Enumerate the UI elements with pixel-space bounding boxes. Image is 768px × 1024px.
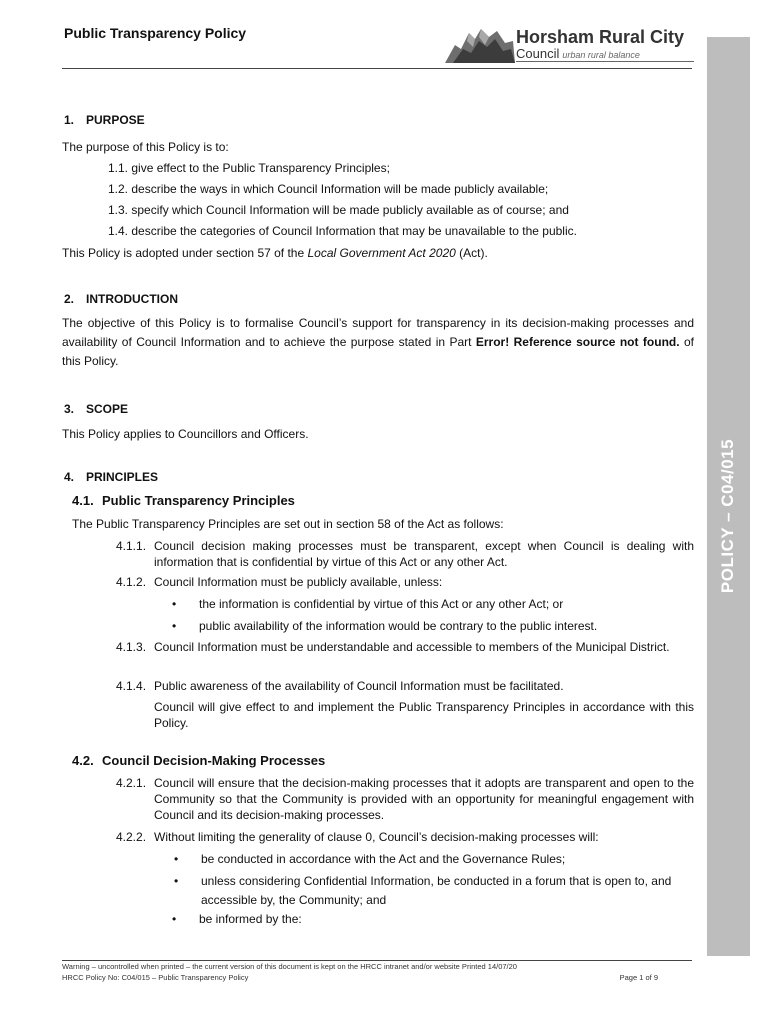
purpose-item <box>108 161 390 175</box>
section-number: 1. <box>64 113 75 127</box>
item-number: 4.2.2. <box>116 830 147 844</box>
subsection-heading-transparency <box>72 493 295 508</box>
section-title: PURPOSE <box>86 113 145 127</box>
footer-warning: Warning – uncontrolled when printed – the current version of this document is kept on the HRCC intranet and/or website Printed 14/07/20 <box>62 962 517 971</box>
bullet-dot: • <box>174 852 179 866</box>
principles-intro: The Public Transparency Principles are set out in section 58 of the Act as follows: <box>72 517 504 531</box>
item-text: describe the ways in which Council Information will be made publicly available; <box>131 182 549 196</box>
item-number: 1.4. <box>108 224 129 238</box>
section-title: SCOPE <box>86 402 129 416</box>
subsection-title: Public Transparency Principles <box>102 493 295 508</box>
subsection-title: Council Decision-Making Processes <box>102 753 326 768</box>
subsection-number: 4.1. <box>72 493 94 508</box>
adopted-text-end: (Act). <box>455 246 488 260</box>
bullet-dot: • <box>174 874 179 888</box>
item-number: 4.2.1. <box>116 776 147 790</box>
bullet-text: the information is confidential by virtue of this Act or any other Act; or <box>199 597 564 611</box>
purpose-item <box>108 182 548 196</box>
bullet-text: unless considering Confidential Information, be conducted in a forum that is open to, and accessible by, the Community; and <box>201 874 672 907</box>
bullet-dot: • <box>172 597 177 611</box>
bullet-item <box>172 618 719 634</box>
item-text: Council will ensure that the decision-making processes that it adopts are transparent and open to the Community so that the Community is provided with an opportunity for meaningful engagement with Council and its decision-making processes. <box>154 776 694 822</box>
section-title: INTRODUCTION <box>86 292 178 306</box>
purpose-item <box>108 203 569 217</box>
mountain-logo-icon <box>445 27 515 65</box>
footer-policy-number: HRCC Policy No: C04/015 – Public Transparency Policy <box>62 973 249 982</box>
purpose-item <box>108 224 577 238</box>
principle-item <box>116 538 694 570</box>
decision-item <box>116 775 694 823</box>
purpose-intro: The purpose of this Policy is to: <box>62 140 229 154</box>
header-divider <box>62 68 692 69</box>
section-number: 3. <box>64 402 75 416</box>
act-name: Local Government Act 2020 <box>307 246 456 260</box>
policy-side-bar <box>707 37 750 956</box>
reference-error: Error! Reference source not found. <box>475 335 680 349</box>
logo-council-line <box>516 46 640 61</box>
footer-divider <box>62 960 692 961</box>
item-text: specify which Council Information will be made publicly available as of course; and <box>131 203 569 217</box>
bullet-dot: • <box>172 912 177 926</box>
scope-text: This Policy applies to Councillors and Officers. <box>62 427 309 441</box>
section-heading-scope <box>64 402 128 416</box>
section-number: 4. <box>64 470 75 484</box>
policy-number-label: POLICY – C04/015 <box>718 438 737 594</box>
item-text: Council Information must be publicly available, unless: <box>154 575 443 589</box>
item-number: 1.1. <box>108 161 129 175</box>
logo-council-word: Council <box>516 46 560 61</box>
section-title: PRINCIPLES <box>86 470 159 484</box>
bullet-text: be conducted in accordance with the Act and the Governance Rules; <box>201 852 566 866</box>
item-number: 1.2. <box>108 182 129 196</box>
bullet-text: public availability of the information would be contrary to the public interest. <box>199 619 598 633</box>
item-text: describe the categories of Council Information that may be unavailable to the public. <box>131 224 577 238</box>
item-text: Public awareness of the availability of Council Information must be facilitated. <box>154 679 564 693</box>
section-heading-introduction <box>64 292 178 306</box>
item-text: give effect to the Public Transparency Principles; <box>131 161 390 175</box>
item-text: Council Information must be understandable and accessible to members of the Municipal District. <box>154 640 670 654</box>
logo-wordmark: Horsham Rural City <box>516 27 685 47</box>
introduction-text <box>62 314 694 371</box>
logo-rule <box>516 61 694 62</box>
decision-item <box>116 829 694 845</box>
item-number: 1.3. <box>108 203 129 217</box>
footer-page-number: Page 1 of 9 <box>619 973 658 982</box>
principle-item <box>116 639 694 655</box>
bullet-item <box>174 872 696 910</box>
section-heading-purpose <box>64 113 145 127</box>
principle-item <box>116 574 694 590</box>
item-number: 4.1.2. <box>116 575 147 589</box>
subsection-heading-decision-making <box>72 753 325 768</box>
principle-item <box>116 678 694 694</box>
bullet-item <box>172 596 719 612</box>
item-number: 4.1.1. <box>116 539 147 553</box>
bullet-dot: • <box>172 619 177 633</box>
bullet-item <box>172 911 719 927</box>
intro-text: The objective of this Policy is to formalise Council’s support for transparency in its decision-making processes and availability of Council Information and to achieve the purpose stated in Part <box>62 316 694 349</box>
section-heading-principles <box>64 470 158 484</box>
closing-text: Council will give effect to and implement the Public Transparency Principles in accordance with this Policy. <box>154 700 694 730</box>
section-number: 2. <box>64 292 75 306</box>
item-number: 4.1.3. <box>116 640 147 654</box>
item-text: Council decision making processes must be transparent, except when Council is dealing with information that is confidential by virtue of this Act or any other Act. <box>154 539 694 569</box>
item-number: 4.1.4. <box>116 679 147 693</box>
logo-tagline: urban rural balance <box>562 50 640 60</box>
intro-text-end: of this Policy. <box>62 335 695 368</box>
bullet-text: be informed by the: <box>199 912 302 926</box>
item-text: Without limiting the generality of clause 0, Council’s decision-making processes will: <box>154 830 599 844</box>
principles-closing <box>116 699 694 731</box>
purpose-adopted <box>62 246 488 260</box>
bullet-item <box>174 851 721 867</box>
council-logo <box>445 27 695 67</box>
document-title: Public Transparency Policy <box>64 25 247 41</box>
subsection-number: 4.2. <box>72 753 94 768</box>
adopted-text: This Policy is adopted under section 57 of the <box>62 246 308 260</box>
